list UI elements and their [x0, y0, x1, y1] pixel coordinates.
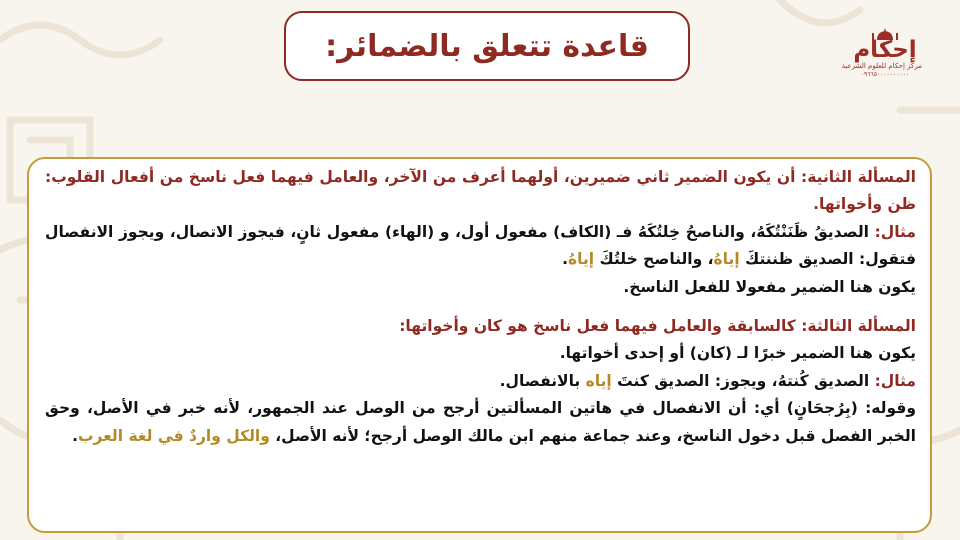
slide-title: قاعدة تتعلق بالضمائر: [325, 28, 649, 64]
example-1-iyyahu-1: إياهُ [713, 250, 740, 269]
issue-3-label: المسألة الثالثة: [801, 317, 916, 336]
example-1-paragraph [45, 219, 916, 274]
example-1-iyyahu-2: إياهُ [568, 250, 595, 269]
example-2-iyyahu: إياه [585, 371, 612, 390]
example-1-label: مثال: [874, 222, 916, 241]
closing-end: . [72, 426, 78, 445]
example-1-text: الصديقُ ظَنَنْتُكَهُ، والناصحُ خِلتُكَهُ فـ (الكاف) مفعول أول، و (الهاء) مفعول ثانٍ، فيجوز الاتصال، ويجوز الانفصال فتقول: الصديق ظننتكَ [45, 222, 916, 269]
issue-3-text: كالسابقة والعامل فيهما فعل ناسخ هو كان وأخواتها: [399, 317, 796, 336]
closing-paragraph [45, 395, 916, 450]
logo-name: إحكام [853, 37, 917, 63]
example-2-text: الصديق كُنتهُ، ويجوز: الصديق كنتَ [611, 371, 870, 390]
example-1-text-2: ، والناصح خلتُكَ [594, 250, 714, 269]
title-box [284, 11, 690, 81]
logo [841, 28, 922, 98]
closing-text: وقوله: (بِرُجحَانٍ) أي: أن الانفصال في هاتين المسألتين أرجح من الوصل عند الجمهور، لأنه خبر في الأصل، وحق الخبر الفصل قبل دخول الناسخ، وعند جماعة منهم ابن مالك الوصل أرجح؛ لأنه الأصل، [45, 399, 916, 445]
logo-subtitle: مركز إحكام للعلوم الشرعية [841, 62, 922, 70]
example-2-label: مثال: [874, 371, 916, 390]
example-2-end: بالانفصال. [499, 371, 586, 390]
khabar-note: يكون هنا الضمير خبرًا لـ (كان) أو إحدى أخواتها. [559, 344, 916, 363]
issue-2-label: المسألة الثانية: [801, 168, 916, 186]
object-note: يكون هنا الضمير مفعولا للفعل الناسخ. [623, 277, 916, 296]
logo-phone: ٠٩٦٦٥٠٠٠٠٠٠٠٠٠٠ [860, 71, 910, 78]
closing-tail: والكل واردٌ في لغة العرب [77, 426, 270, 445]
content-box [27, 157, 932, 533]
example-2-paragraph [45, 368, 916, 395]
issue-3-paragraph [45, 313, 916, 340]
issue-2-paragraph [45, 164, 916, 219]
issue-2-text: أن يكون الضمير ثاني ضميرين، أولهما أعرف من الآخر، والعامل فيهما فعل ناسخ من أفعال القلوب: ظن وأخواتها. [45, 168, 916, 214]
example-1-end: . [562, 250, 569, 269]
lesson-text [45, 164, 916, 450]
